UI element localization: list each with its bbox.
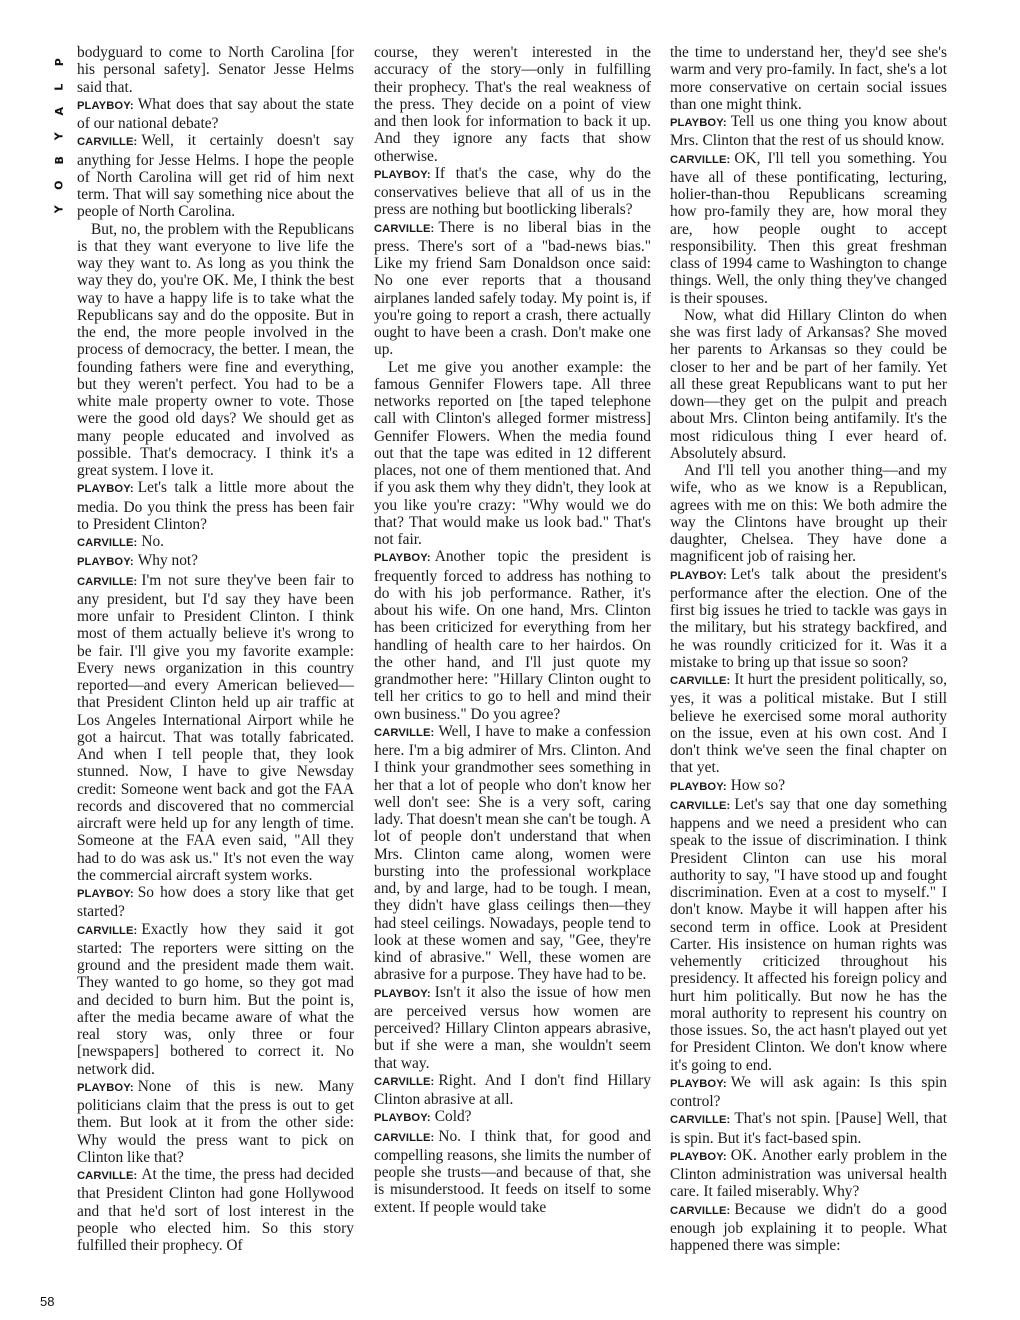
- paragraph-text: Well, it certainly doesn't say anything for Jesse Helms. I hope the people of North Carolina will get rid of him next term. That will say something nice about the people of North Carolina.: [77, 132, 354, 221]
- speaker-label: PLAYBOY:: [670, 569, 727, 582]
- speaker-label: CARVILLE:: [77, 924, 138, 937]
- speaker-label: PLAYBOY:: [77, 556, 134, 569]
- speaker-label: CARVILLE:: [374, 222, 435, 235]
- article-paragraph: [670, 1074, 947, 1111]
- paragraph-text: Now, what did Hillary Clinton do when she was first lady of Arkansas? She moved her parents to Arkansas so they could be closer to her and be part of her family. Yet all these great Republicans want to put her down—they get on the pulpit and preach about Mrs. Clinton being antifamily. It's the most ridiculous thing I ever heard of. Absolutely absurd.: [670, 306, 947, 462]
- paragraph-text: course, they weren't interested in the accuracy of the story—only in fulfilling their prophecy. That's the real weakness of the press. They decide on a point of view and then look for information to back it up. And they ignore any facts that show otherwise.: [374, 44, 651, 165]
- article-paragraph: [77, 44, 354, 96]
- article-paragraph: [374, 359, 651, 549]
- article-paragraph: [77, 221, 354, 480]
- paragraph-text: Exactly how they said it got started: The reporters were sitting on the ground and the president made them wait. They wanted to go home, so they got mad and decided to burn him. But the point is, after the media became aware of what the real story was, only three or four [newspapers] bothered to correct it. No network did.: [77, 920, 354, 1078]
- article-paragraph: [670, 566, 947, 672]
- speaker-label: PLAYBOY:: [374, 987, 431, 1000]
- logo-letter: B: [52, 156, 66, 165]
- article-paragraph: [374, 1072, 651, 1109]
- speaker-label: PLAYBOY:: [670, 117, 727, 129]
- logo-letter: P: [52, 58, 66, 67]
- article-paragraph: [77, 479, 354, 533]
- article-paragraph: [77, 572, 354, 885]
- speaker-label: PLAYBOY:: [77, 483, 134, 496]
- logo-letter: Y: [52, 131, 66, 140]
- magazine-logo-vertical: [48, 50, 72, 222]
- paragraph-text: OK, I'll tell you something. You have all of these pontificating, lecturing, holier-than-thou Republicans screaming how pro-family they are, how moral they are, how people ought to accept responsibility. Then this great freshman class of 1994 came to Washington to change things. Well, the only thing they've changed is their spouses.: [670, 149, 947, 307]
- article-paragraph: [77, 132, 354, 220]
- speaker-label: CARVILLE:: [374, 726, 435, 739]
- paragraph-text: No.: [141, 533, 165, 550]
- paragraph-text: Because we didn't do a good enough job explaining it to people. What happened there was simple:: [670, 1200, 947, 1254]
- article-paragraph: [77, 533, 354, 552]
- paragraph-text: OK. Another early problem in the Clinton administration was universal health care. It failed miserably. Why?: [670, 1146, 947, 1201]
- logo-letter: L: [52, 83, 66, 91]
- paragraph-text: the time to understand her, they'd see she's warm and very pro-family. In fact, she's a lot more conservative on certain social issues than one might think.: [670, 44, 947, 113]
- paragraph-text: bodyguard to come to North Carolina [for his personal safety]. Senator Jesse Helms said that.: [77, 44, 354, 96]
- speaker-label: PLAYBOY:: [374, 168, 431, 181]
- article-paragraph: [670, 1147, 947, 1201]
- speaker-label: CARVILLE:: [77, 575, 138, 588]
- article-paragraph: [670, 671, 947, 777]
- article-paragraph: [374, 1108, 651, 1127]
- paragraph-text: Let's say that one day something happens and we need a president who can speak to the issue of discrimination. I think President Clinton can use his moral authority to say, "I have stood up and fought discrimination. Even at a cost to myself." I don't know. Maybe it will happen after his second term in office. Look at President Carter. His insistence on human rights was vehemently criticized throughout his presidency. It affected his foreign policy and hurt him politically. But now he has the moral authority to represent his country on those issues. So, the act hasn't played out yet for President Clinton. We don't know where it's going to end.: [670, 795, 947, 1074]
- article-paragraph: [77, 96, 354, 133]
- article-paragraph: [670, 1110, 947, 1147]
- paragraph-text: There is no liberal bias in the press. There's sort of a "bad-news bias." Like my friend Sam Donaldson once said: No one ever reports that a thousand airplanes landed safely today. My point is, if you're going to report a crash, there actually ought to have been a crash. Don't make one up.: [374, 218, 651, 359]
- logo-letter: O: [52, 180, 66, 190]
- speaker-label: CARVILLE:: [77, 136, 138, 149]
- speaker-label: CARVILLE:: [670, 799, 731, 812]
- logo-letter: A: [52, 106, 66, 116]
- article-paragraph: [374, 1128, 651, 1216]
- speaker-label: CARVILLE:: [374, 1075, 435, 1088]
- paragraph-text: Cold?: [434, 1108, 472, 1126]
- article-paragraph: [670, 150, 947, 307]
- article-paragraph: [374, 984, 651, 1072]
- article-paragraph: [374, 44, 651, 165]
- article-paragraph: [670, 44, 947, 113]
- paragraph-text: So how does a story like that get started?: [77, 884, 354, 921]
- paragraph-text: How so?: [730, 776, 786, 794]
- paragraph-text: I'm not sure they've been fair to any president, but I'd say they have been more unfair to President Clinton. I think most of them actually believe it's wrong to be fair. I'll give you my favorite example: Every news organization in this country reported—and every American believed—that President Clinton held up air traffic at Los Angeles International Airport while he got a haircut. That was totally fabricated. And when I tell people that, they look stunned. Now, I have to give Newsday credit: Someone went back and got the FAA records and discovered that no commercial aircraft were held up for any length of time. Someone at the FAA even said, "All they had to do was ask us." It's not even the way the commercial aircraft system works.: [77, 571, 354, 884]
- paragraph-text: We will ask again: Is this spin control?: [670, 1073, 947, 1110]
- speaker-label: PLAYBOY:: [77, 888, 134, 900]
- speaker-label: PLAYBOY:: [670, 1077, 727, 1090]
- speaker-label: CARVILLE:: [77, 1170, 138, 1182]
- speaker-label: PLAYBOY:: [77, 1081, 134, 1094]
- paragraph-text: No. I think that, for good and compelling reasons, she limits the number of people she trusts—and because of that, she is misunderstood. It feeds on itself to some extent. If people would take: [374, 1127, 651, 1216]
- article-paragraph: [77, 921, 354, 1078]
- article-paragraph: [670, 796, 947, 1074]
- speaker-label: PLAYBOY:: [670, 1150, 727, 1163]
- paragraph-text: Let's talk a little more about the media. Do you think the press has been fair to President Clinton?: [77, 479, 354, 533]
- speaker-label: CARVILLE:: [670, 153, 731, 166]
- speaker-label: PLAYBOY:: [374, 1112, 431, 1125]
- article-paragraph: [77, 552, 354, 571]
- paragraph-text: Tell us one thing you know about Mrs. Clinton that the rest of us should know.: [670, 113, 947, 150]
- speaker-label: PLAYBOY:: [670, 780, 727, 793]
- article-paragraph: [374, 723, 651, 984]
- paragraph-text: And I'll tell you another thing—and my wife, who as we know is a Republican, agrees with me on this: We both admire the way the Clintons have brought up their daughter, Chelsea. They have done a magnificent job of raising her.: [670, 462, 947, 566]
- speaker-label: CARVILLE:: [670, 1114, 731, 1127]
- text-column-2: [374, 44, 651, 1216]
- paragraph-text: None of this is new. Many politicians claim that the press is out to get them. But look at it from the other side: Why would the press want to pick on Clinton like that?: [77, 1077, 354, 1166]
- article-paragraph: [670, 1201, 947, 1255]
- paragraph-text: Let's talk about the president's performance after the election. One of the first big issues he tried to tackle was gays in the military, but his strategy backfired, and he was roundly criticized for it. Was it a mistake to bring up that issue so soon?: [670, 565, 947, 671]
- text-column-1: [77, 44, 354, 1254]
- paragraph-text: That's not spin. [Pause] Well, that is spin. But it's fact-based spin.: [670, 1110, 947, 1147]
- speaker-label: CARVILLE:: [670, 675, 731, 687]
- article-paragraph: [374, 219, 651, 359]
- paragraph-text: Another topic the president is frequently forced to address has nothing to do with his job performance. Rather, it's about his wife. On one hand, Mrs. Clinton has been criticized for everything from her handling of health care to her hairdos. On the other hand, and I'll just quote my grandmother here: "Hillary Clinton ought to tell her critics to go to hell and mind their own business." Do you agree?: [374, 548, 651, 723]
- paragraph-text: Right. And I don't find Hillary Clinton abrasive at all.: [374, 1071, 651, 1108]
- paragraph-text: But, no, the problem with the Republicans is that they want everyone to live life the way they want to. As long as you think the way they do, you're OK. Me, I think the best way to have a happy life is to take what the Republicans say and do the opposite. But in the end, the more people involved in the process of democracy, the better. I mean, the founding fathers were fine and everything, but they weren't perfect. You had to be a white male property owner to vote. Those were the good old days? We should get as many people educated and involved as possible. That's democracy. I think it's a great system. I love it.: [77, 220, 354, 479]
- paragraph-text: At the time, the press had decided that President Clinton had gone Hollywood and that he'd sort of lost interest in the people who elected him. So this story fulfilled their prophecy. Of: [77, 1166, 354, 1254]
- logo-letter: Y: [52, 205, 66, 214]
- paragraph-text: Well, I have to make a confession here. I'm a big admirer of Mrs. Clinton. And I think your grandmother sees something in her that a lot of people who don't know her well don't see: She is a very soft, caring lady. That doesn't mean she can't be tough. A lot of people don't understand that when Mrs. Clinton came along, women were bursting into the professional workplace and, by and large, had to be tough. I mean, they didn't have glass ceilings then—they had steel ceilings. Nowadays, people tend to look at these women and say, "Gee, they're kind of abrasive." Well, these women are abrasive for a purpose. They have had to be.: [374, 722, 651, 984]
- paragraph-text: It hurt the president politically, so, yes, it was a political mistake. But I still believe he exercised some moral authority on the issue, even at his own cost. And I don't think we've seen the final chapter on that yet.: [670, 671, 947, 777]
- article-paragraph: [374, 548, 651, 723]
- speaker-label: CARVILLE:: [670, 1204, 731, 1217]
- article-paragraph: [374, 165, 651, 219]
- article-paragraph: [77, 1078, 354, 1166]
- paragraph-text: Let me give you another example: the famous Gennifer Flowers tape. All three networks reported on [the taped telephone call with Clinton's alleged former mistress] Gennifer Flowers. When the media found out that the tape was edited in 12 different places, not one of them mentioned that. And if you ask them why they didn't, they look at you like you're crazy: "Why would we do that? That would make us look bad." That's not fair.: [374, 358, 651, 548]
- article-paragraph: [670, 462, 947, 566]
- speaker-label: CARVILLE:: [374, 1131, 435, 1144]
- paragraph-text: Why not?: [137, 552, 199, 570]
- article-paragraph: [670, 307, 947, 462]
- speaker-label: CARVILLE:: [77, 537, 138, 549]
- paragraph-text: Isn't it also the issue of how men are perceived versus how women are perceived? Hillary Clinton appears abrasive, but if she were a man, she wouldn't seem that way.: [374, 983, 651, 1072]
- article-paragraph: [670, 113, 947, 150]
- speaker-label: PLAYBOY:: [374, 552, 431, 565]
- paragraph-text: What does that say about the state of our national debate?: [77, 95, 354, 132]
- text-column-3: [670, 44, 947, 1254]
- article-paragraph: [670, 777, 947, 796]
- paragraph-text: If that's the case, why do the conservatives believe that all of us in the press are nothing but bootlicking liberals?: [374, 164, 651, 219]
- page-number: 58: [40, 1294, 55, 1309]
- article-paragraph: [77, 1166, 354, 1254]
- article-paragraph: [77, 884, 354, 921]
- speaker-label: PLAYBOY:: [77, 99, 134, 112]
